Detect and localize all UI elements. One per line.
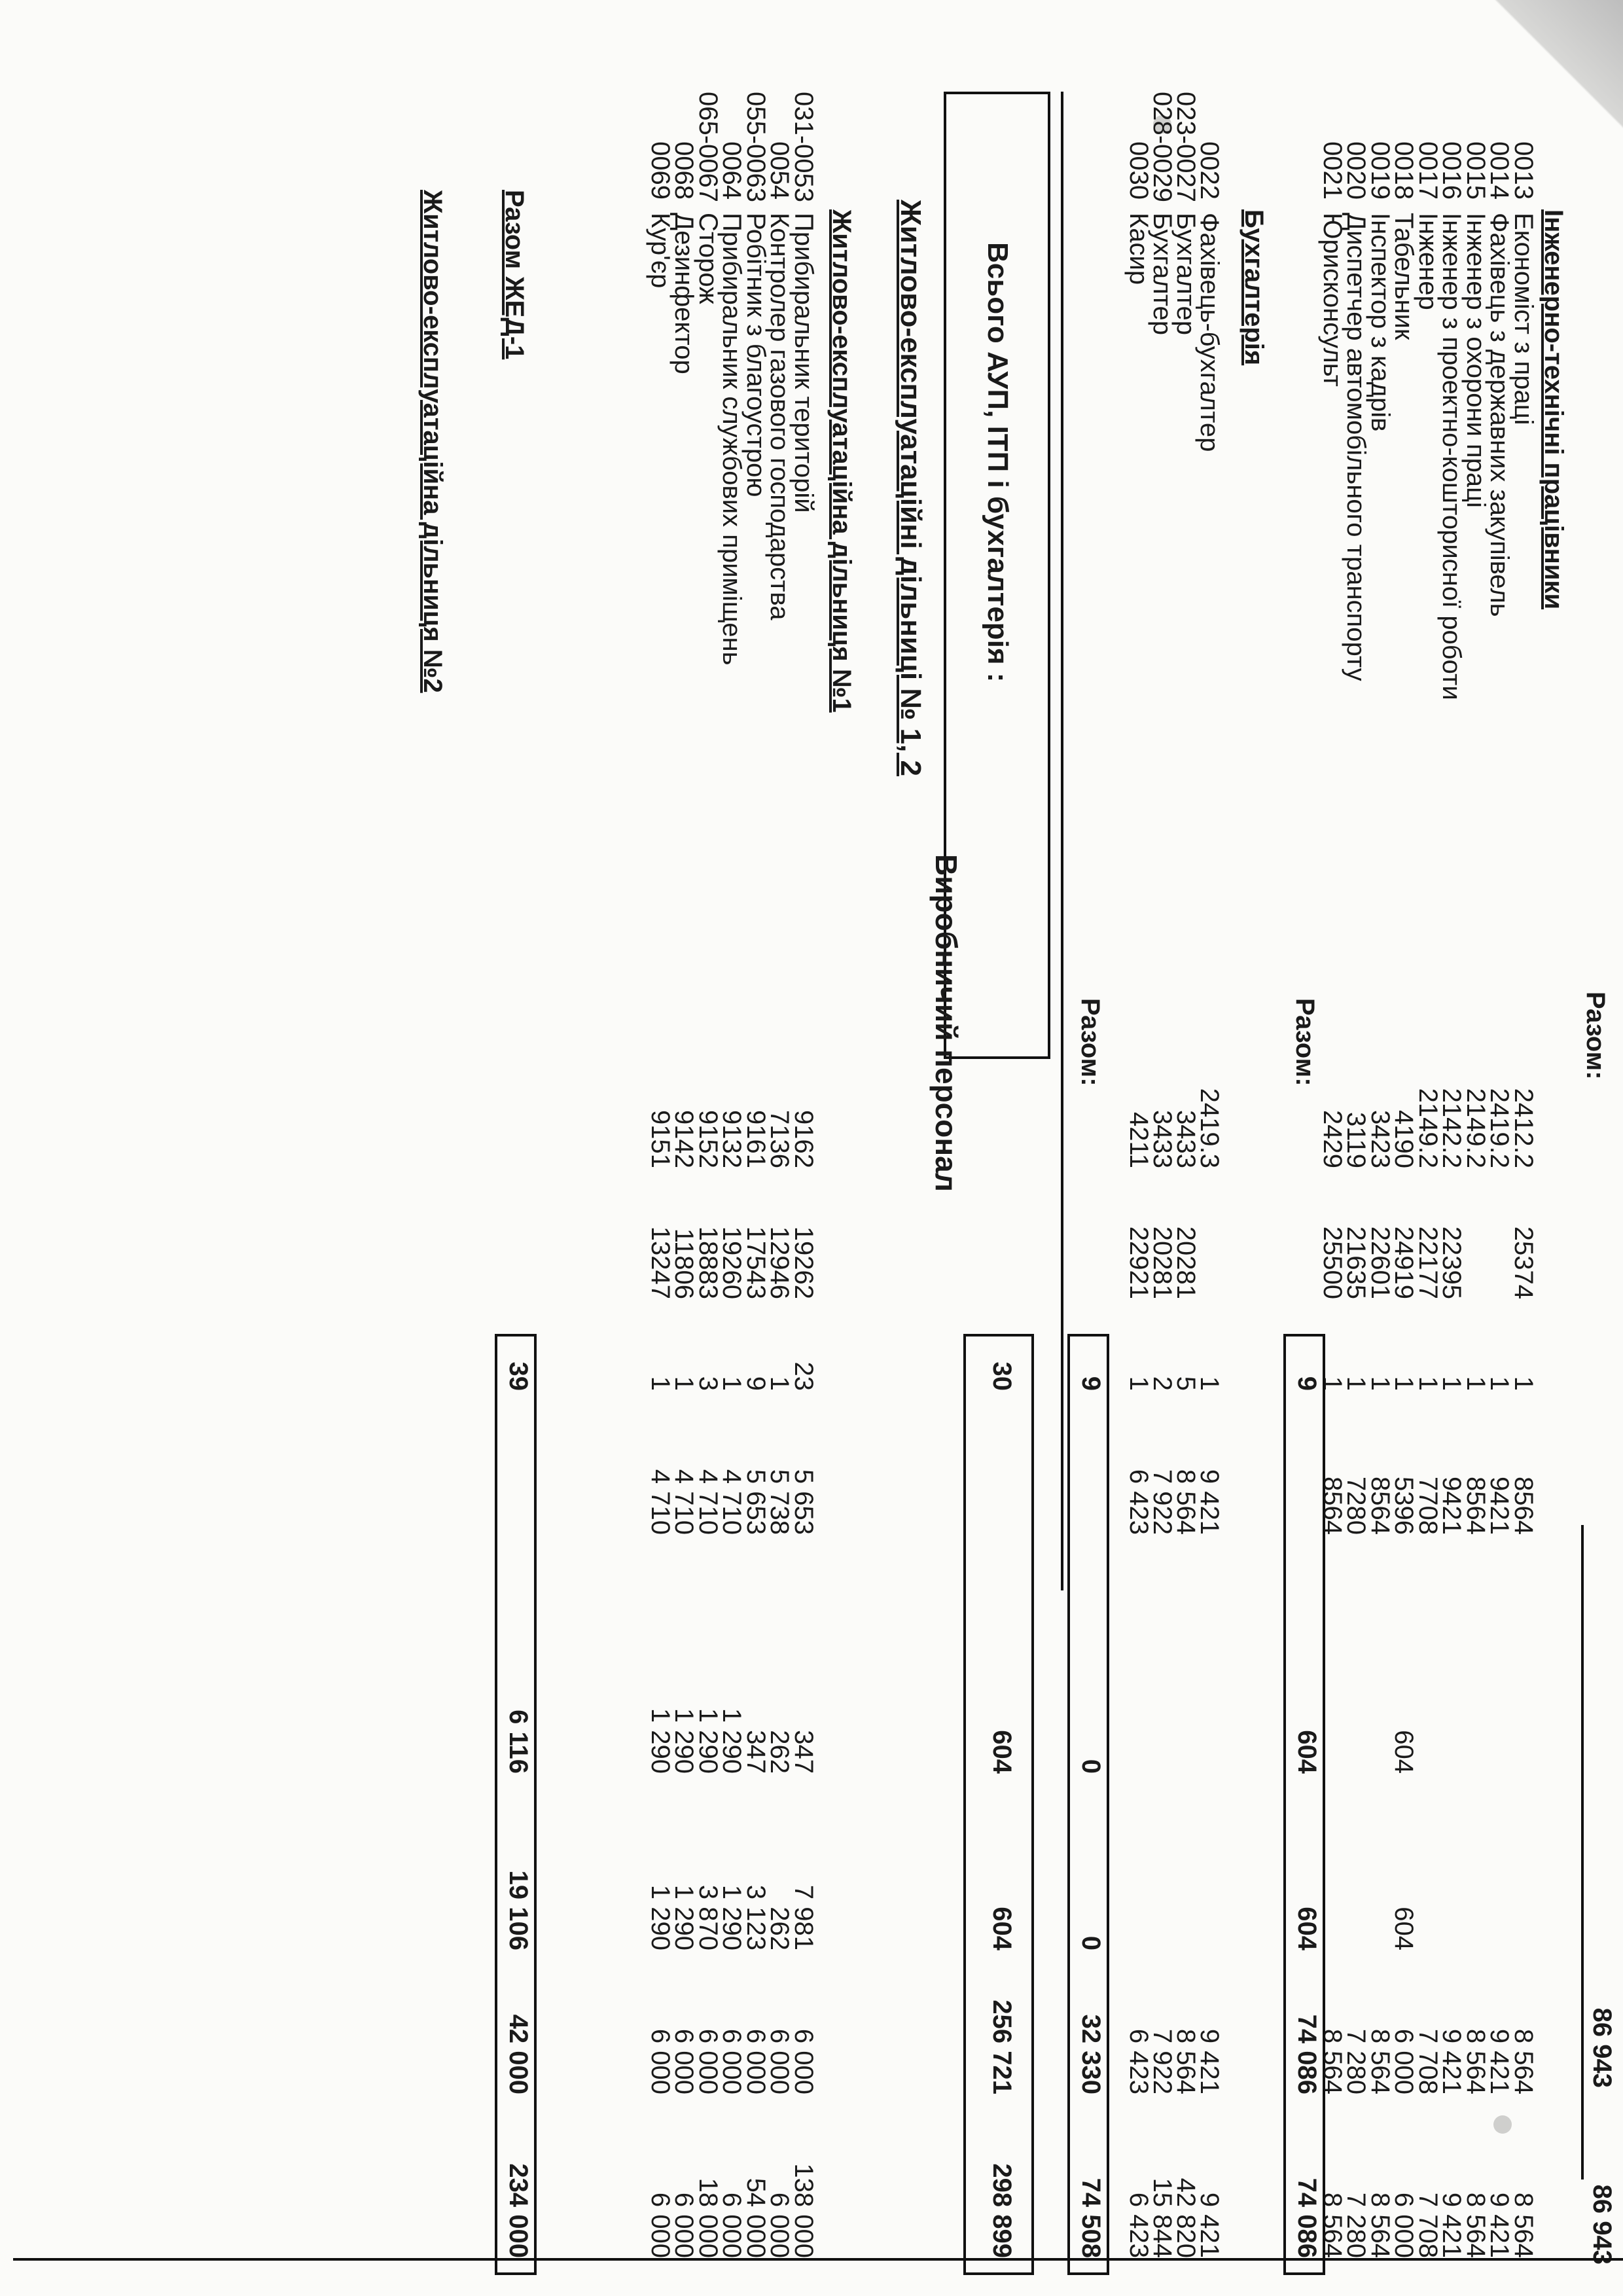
cell-rate: 9421 (1437, 1477, 1467, 1535)
cell-extra: 347 (789, 1730, 818, 1774)
cell-code: 0021 (1318, 141, 1347, 200)
cell-salary: 17543 (741, 1226, 770, 1299)
cell-fund: 8 564 (1461, 2028, 1490, 2094)
cell-fund: 9 421 (1195, 2028, 1224, 2094)
subtotal-total: 298 899 (988, 2163, 1016, 2258)
cell-salary: 18883 (694, 1226, 722, 1299)
cell-fund: 8 564 (1366, 2028, 1395, 2094)
cell-salary: 20281 (1148, 1226, 1177, 1299)
cell-code2: 3433 (1171, 1110, 1200, 1168)
cell-fund: 8 564 (1171, 2028, 1200, 2094)
cell-code: 0020 (1342, 141, 1371, 200)
subtotal-fund: 42 000 (504, 2014, 533, 2094)
cell-code: 065-0067 (694, 92, 722, 203)
cell-count: 23 (789, 1361, 818, 1391)
cell-code: 055-0063 (741, 92, 770, 203)
cell-code: 0017 (1414, 141, 1442, 200)
cell-rate: 7708 (1414, 1477, 1442, 1535)
cell-count: 1 (1195, 1376, 1224, 1391)
cell-name: Фахівець-бухгалтер (1195, 213, 1224, 452)
production-title: Виробничий персонал (929, 854, 963, 1192)
cell-rate: 5 653 (789, 1469, 818, 1535)
subtotal-fund: 74 086 (1293, 2014, 1321, 2094)
cell-code2: 9152 (694, 1110, 722, 1168)
subtotal-total: 74 508 (1077, 2178, 1105, 2258)
cell-rate: 8564 (1366, 1477, 1395, 1535)
cell-code: 0064 (717, 141, 747, 200)
cell-total: 6 000 (669, 2192, 699, 2258)
cell-count: 1 (1342, 1376, 1371, 1391)
zhed-section-title: Житлово-експлуатаційні дільниці № 1, 2 (895, 200, 927, 777)
cell-rate: 4 710 (669, 1469, 699, 1535)
cell-extra: 604 (1389, 1730, 1419, 1774)
cell-salary: 11806 (669, 1228, 699, 1299)
cell-fund: 6 000 (741, 2028, 770, 2094)
cell-code: 023-0027 (1171, 92, 1200, 203)
cell-salary: 25374 (1509, 1226, 1538, 1299)
cell-rate: 8564 (1461, 1477, 1490, 1535)
cell-count: 9 (741, 1376, 770, 1391)
cell-code2: 9142 (669, 1110, 699, 1168)
cell-code: 028-0029 (1148, 92, 1177, 203)
subtotal-count: 9 (1293, 1376, 1321, 1391)
cell-fund: 6 000 (694, 2028, 722, 2094)
cell-rate: 4 710 (694, 1469, 722, 1535)
cell-code2: 7136 (765, 1110, 794, 1168)
cell-name: Юрисконсульт (1318, 213, 1347, 387)
cell-code2: 2419.2 (1485, 1088, 1514, 1168)
cell-rate: 4 710 (717, 1469, 747, 1535)
zhed2-title: Житлово-експлуатаційна дільниця №2 (418, 190, 447, 693)
cell-total: 6 423 (1124, 2192, 1153, 2258)
cell-extra2: 7 981 (789, 1884, 818, 1950)
cell-extra2: 3 123 (741, 1884, 770, 1950)
cell-name: Бухгалтер (1148, 213, 1177, 336)
cell-count: 1 (1389, 1376, 1419, 1391)
cell-name: Прибиральник службових приміщень (717, 213, 747, 666)
top-strip-line (1581, 1525, 1584, 2179)
cell-code: 0068 (669, 141, 699, 200)
cell-salary: 22177 (1414, 1226, 1442, 1299)
cell-code2: 9132 (717, 1110, 747, 1168)
cell-fund: 6 423 (1124, 2028, 1153, 2094)
cell-rate: 8564 (1509, 1477, 1538, 1535)
cell-rate: 5 653 (741, 1469, 770, 1535)
subtotal-fund: 32 330 (1077, 2014, 1105, 2094)
cell-count: 5 (1171, 1376, 1200, 1391)
cell-code2: 3423 (1366, 1110, 1395, 1168)
cell-code2: 2142.2 (1437, 1088, 1467, 1168)
top-strip-total-left: 86 943 (1588, 2007, 1616, 2088)
cell-fund: 6 000 (646, 2028, 675, 2094)
cell-count: 2 (1148, 1376, 1177, 1391)
cell-count: 1 (1318, 1376, 1347, 1391)
cell-rate: 9421 (1485, 1477, 1514, 1535)
cell-extra: 1 290 (669, 1708, 699, 1774)
cell-code: 0019 (1366, 141, 1395, 200)
subtotal-extra2: 604 (988, 1907, 1016, 1950)
cell-total: 6 000 (717, 2192, 747, 2258)
cell-salary: 22601 (1366, 1226, 1395, 1299)
cell-total: 8 564 (1366, 2192, 1395, 2258)
cell-salary: 19262 (789, 1226, 818, 1299)
accounting-section-title: Бухгалтерія (1240, 209, 1268, 366)
cell-extra2: 3 870 (694, 1884, 722, 1950)
cell-count: 1 (1437, 1376, 1467, 1391)
cell-extra2: 262 (765, 1907, 794, 1950)
cell-count: 1 (765, 1376, 794, 1391)
cell-total: 8 564 (1318, 2192, 1347, 2258)
subtotal-extra: 0 (1077, 1759, 1105, 1774)
cell-extra2: 604 (1389, 1907, 1419, 1950)
cell-name: Фахівець з державних закупівель (1485, 213, 1514, 617)
cell-count: 1 (1461, 1376, 1490, 1391)
cell-code2: 4190 (1389, 1110, 1419, 1168)
cell-count: 1 (669, 1376, 699, 1391)
cell-rate: 4 710 (646, 1469, 675, 1535)
cell-total: 9 421 (1485, 2192, 1514, 2258)
header-fragment: Разом: (1581, 992, 1610, 1080)
cell-name: Касир (1124, 213, 1153, 285)
cell-total: 8 564 (1461, 2192, 1490, 2258)
cell-code2: 3433 (1148, 1110, 1177, 1168)
cell-rate: 8 564 (1171, 1469, 1200, 1535)
cell-salary: 21635 (1342, 1226, 1371, 1299)
cell-extra: 262 (765, 1730, 794, 1774)
subtotal-count: 39 (504, 1361, 533, 1391)
cell-total: 9 421 (1195, 2192, 1224, 2258)
cell-total: 54 000 (741, 2178, 770, 2258)
subtotal-count: 30 (988, 1361, 1016, 1391)
cell-name: Дезинфектор (669, 213, 699, 374)
cell-salary: 19260 (717, 1226, 747, 1299)
cell-total: 6 000 (646, 2192, 675, 2258)
cell-extra: 1 290 (717, 1708, 747, 1774)
cell-count: 1 (717, 1376, 747, 1391)
cell-code2: 2149.2 (1414, 1088, 1442, 1168)
subtotal-count: 9 (1077, 1376, 1105, 1391)
cell-total: 6 000 (1389, 2192, 1419, 2258)
subtotal-extra: 604 (988, 1730, 1016, 1774)
subtotal-extra2: 19 106 (504, 1870, 533, 1950)
cell-code: 0015 (1461, 141, 1490, 200)
subtotal-extra2: 604 (1293, 1907, 1321, 1950)
cell-extra2: 1 290 (646, 1884, 675, 1950)
cell-name: Робітник з благоустрою (741, 213, 770, 497)
cell-count: 1 (1509, 1376, 1538, 1391)
cell-code: 0030 (1124, 141, 1153, 200)
cell-code2: 9161 (741, 1110, 770, 1168)
cell-code2: 2419.3 (1195, 1088, 1224, 1168)
cell-total: 8 564 (1509, 2192, 1538, 2258)
subtotal-total: 74 086 (1293, 2178, 1321, 2258)
cell-fund: 6 000 (669, 2028, 699, 2094)
cell-name: Інспектор з кадрів (1366, 213, 1395, 432)
cell-code2: 2149.2 (1461, 1088, 1490, 1168)
cell-code: 0054 (765, 141, 794, 200)
cell-rate: 5396 (1389, 1477, 1419, 1535)
cell-name: Бухгалтер (1171, 213, 1200, 336)
cell-fund: 8 564 (1509, 2028, 1538, 2094)
cell-count: 1 (1124, 1376, 1153, 1391)
cell-code2: 2412.2 (1509, 1088, 1538, 1168)
cell-salary: 22921 (1124, 1226, 1153, 1299)
cell-rate: 5 738 (765, 1469, 794, 1535)
divider-line (1061, 92, 1063, 1590)
cell-salary: 24919 (1389, 1226, 1419, 1299)
top-strip-total-right: 86 943 (1588, 2184, 1616, 2265)
cell-code: 031-0053 (789, 92, 818, 203)
cell-fund: 7 280 (1342, 2028, 1371, 2094)
cell-name: Інженер (1414, 213, 1442, 310)
cell-salary: 25500 (1318, 1226, 1347, 1299)
cell-count: 1 (1366, 1376, 1395, 1391)
cell-code: 0018 (1389, 141, 1419, 200)
cell-fund: 6 000 (1389, 2028, 1419, 2094)
cell-fund: 7 708 (1414, 2028, 1442, 2094)
cell-code2: 4211 (1124, 1111, 1153, 1168)
cell-rate: 9 421 (1195, 1469, 1224, 1535)
cell-count: 1 (1414, 1376, 1442, 1391)
right-border-line (13, 2258, 1623, 2261)
cell-name: Економіст з праці (1509, 213, 1538, 425)
cell-salary: 20281 (1171, 1226, 1200, 1299)
cell-fund: 8 564 (1318, 2028, 1347, 2094)
cell-name: Інженер з охорони праці (1461, 213, 1490, 508)
cell-salary: 12946 (765, 1226, 794, 1299)
accounting-subtotal-label: Разом: (1076, 998, 1105, 1086)
cell-name: Інженер з проектно-кошторисної роботи (1437, 213, 1467, 700)
zhed1-subtotal-label: Разом ЖЕД-1 (500, 190, 529, 360)
cell-rate: 7 922 (1148, 1469, 1177, 1535)
cell-fund: 6 000 (717, 2028, 747, 2094)
cell-fund: 6 000 (789, 2028, 818, 2094)
cell-extra: 1 290 (646, 1708, 675, 1774)
cell-total: 9 421 (1437, 2192, 1467, 2258)
subtotal-fund: 256 721 (988, 2000, 1016, 2094)
cell-count: 1 (646, 1376, 675, 1391)
cell-salary: 22395 (1437, 1226, 1467, 1299)
subtotal-extra2: 0 (1077, 1935, 1105, 1950)
cell-code2: 2429 (1318, 1110, 1347, 1168)
cell-extra2: 1 290 (669, 1884, 699, 1950)
cell-total: 15 844 (1148, 2178, 1177, 2258)
itp-section-title: Інженерно-технічні працівники (1539, 209, 1568, 610)
cell-fund: 7 922 (1148, 2028, 1177, 2094)
cell-code: 0022 (1195, 141, 1224, 200)
cell-extra2: 1 290 (717, 1884, 747, 1950)
cell-name: Прибиральник територій (789, 213, 818, 513)
cell-total: 7 708 (1414, 2192, 1442, 2258)
cell-salary: 13247 (646, 1226, 675, 1299)
cell-extra: 1 290 (694, 1708, 722, 1774)
cell-code: 0069 (646, 141, 675, 200)
subtotal-total: 234 000 (504, 2163, 533, 2258)
cell-code2: 3119 (1342, 1111, 1371, 1168)
cell-name: Кур'єр (646, 213, 675, 289)
cell-code: 0014 (1485, 141, 1514, 200)
cell-total: 18 000 (694, 2178, 722, 2258)
cell-name: Сторож (694, 213, 722, 304)
cell-rate: 8564 (1318, 1477, 1347, 1535)
itp-subtotal-label: Разом: (1291, 998, 1319, 1086)
grand-total-label: Всього АУП, ІТП і бухгалтерія : (982, 242, 1014, 683)
cell-total: 42 820 (1171, 2178, 1200, 2258)
cell-total: 6 000 (765, 2192, 794, 2258)
cell-fund: 6 000 (765, 2028, 794, 2094)
cell-rate: 6 423 (1124, 1469, 1153, 1535)
zhed1-title: Житлово-експлуатаційна дільниця №1 (827, 209, 856, 713)
subtotal-extra: 6 116 (504, 1710, 533, 1774)
cell-name: Табельник (1389, 213, 1419, 340)
cell-code2: 9162 (789, 1110, 818, 1168)
cell-fund: 9 421 (1437, 2028, 1467, 2094)
cell-fund: 9 421 (1485, 2028, 1514, 2094)
cell-count: 1 (1485, 1376, 1514, 1391)
cell-count: 3 (694, 1376, 722, 1391)
cell-extra: 347 (741, 1730, 770, 1774)
cell-total: 138 000 (789, 2163, 818, 2258)
cell-name: Контролер газового господарства (765, 213, 794, 620)
cell-code: 0013 (1509, 141, 1538, 200)
cell-total: 7 280 (1342, 2192, 1371, 2258)
cell-code: 0016 (1437, 141, 1467, 200)
cell-name: Диспетчер автомобільного транспорту (1342, 213, 1371, 681)
subtotal-extra: 604 (1293, 1730, 1321, 1774)
cell-code2: 9151 (646, 1110, 675, 1168)
cell-rate: 7280 (1342, 1477, 1371, 1535)
